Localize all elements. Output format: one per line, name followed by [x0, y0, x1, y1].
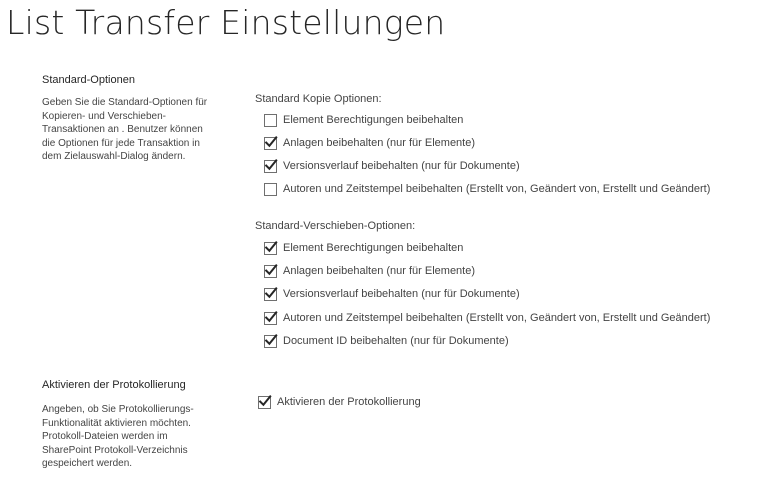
- checkbox-label: Element Berechtigungen beibehalten: [283, 242, 464, 254]
- page-title: List Transfer Einstellungen: [6, 3, 446, 42]
- logging-description: Angeben, ob Sie Protokollierungs-Funktionalität aktivieren möchten. Protokoll-Dateien werden im SharePoint Protokoll-Verzeichnis gespeichert werden.: [42, 404, 194, 469]
- checkmark-icon: [264, 240, 278, 254]
- checkbox-box[interactable]: [264, 183, 277, 196]
- checkbox-box[interactable]: [264, 335, 277, 348]
- checkmark-icon: [264, 263, 278, 277]
- checkmark-icon: [264, 286, 278, 300]
- standard-options-description: Geben Sie die Standard-Optionen für Kopieren- und Verschieben-Transaktionen an . Benutzer können die Optionen für jede Transaktion in dem Zielauswahl-Dialog ändern.: [42, 97, 208, 162]
- checkbox-box[interactable]: [264, 137, 277, 150]
- copy-keep-attachments-checkbox[interactable]: [264, 135, 475, 151]
- checkbox-label: Autoren und Zeitstempel beibehalten (Erstellt von, Geändert von, Erstellt und Geändert): [283, 312, 711, 324]
- checkbox-label: Document ID beibehalten (nur für Dokumente): [283, 335, 509, 347]
- checkbox-box[interactable]: [264, 312, 277, 325]
- move-keep-attachments-checkbox[interactable]: [264, 263, 475, 279]
- copy-options-label: Standard Kopie Optionen:: [255, 93, 382, 105]
- checkbox-box[interactable]: [264, 265, 277, 278]
- checkbox-box[interactable]: [264, 288, 277, 301]
- checkmark-icon: [258, 394, 272, 408]
- checkbox-label: Anlagen beibehalten (nur für Elemente): [283, 265, 476, 277]
- checkbox-label: Aktivieren der Protokollierung: [277, 396, 421, 408]
- checkbox-label: Autoren und Zeitstempel beibehalten (Erstellt von, Geändert von, Erstellt und Geändert): [283, 183, 711, 195]
- move-keep-permissions-checkbox[interactable]: [264, 240, 463, 256]
- copy-keep-version-history-checkbox[interactable]: [264, 158, 520, 174]
- checkbox-label: Element Berechtigungen beibehalten: [283, 114, 464, 126]
- checkmark-icon: [264, 158, 278, 172]
- move-keep-version-history-checkbox[interactable]: [264, 286, 520, 302]
- checkmark-icon: [264, 135, 278, 149]
- checkbox-label: Versionsverlauf beibehalten (nur für Dokumente): [283, 288, 520, 300]
- checkmark-icon: [264, 333, 278, 347]
- move-keep-authors-timestamps-checkbox[interactable]: [264, 310, 710, 326]
- standard-options-title: Standard-Optionen: [42, 74, 135, 86]
- checkbox-box[interactable]: [258, 396, 271, 409]
- copy-keep-permissions-checkbox[interactable]: [264, 112, 463, 128]
- checkbox-box[interactable]: [264, 242, 277, 255]
- checkmark-icon: [264, 310, 278, 324]
- move-keep-document-id-checkbox[interactable]: [264, 333, 509, 349]
- checkbox-box[interactable]: [264, 114, 277, 127]
- logging-title: Aktivieren der Protokollierung: [42, 379, 186, 391]
- checkbox-label: Anlagen beibehalten (nur für Elemente): [283, 137, 476, 149]
- move-options-label: Standard-Verschieben-Optionen:: [255, 220, 416, 232]
- checkbox-box[interactable]: [264, 160, 277, 173]
- checkbox-label: Versionsverlauf beibehalten (nur für Dokumente): [283, 160, 520, 172]
- enable-logging-checkbox[interactable]: [258, 394, 421, 410]
- copy-keep-authors-timestamps-checkbox[interactable]: [264, 181, 710, 197]
